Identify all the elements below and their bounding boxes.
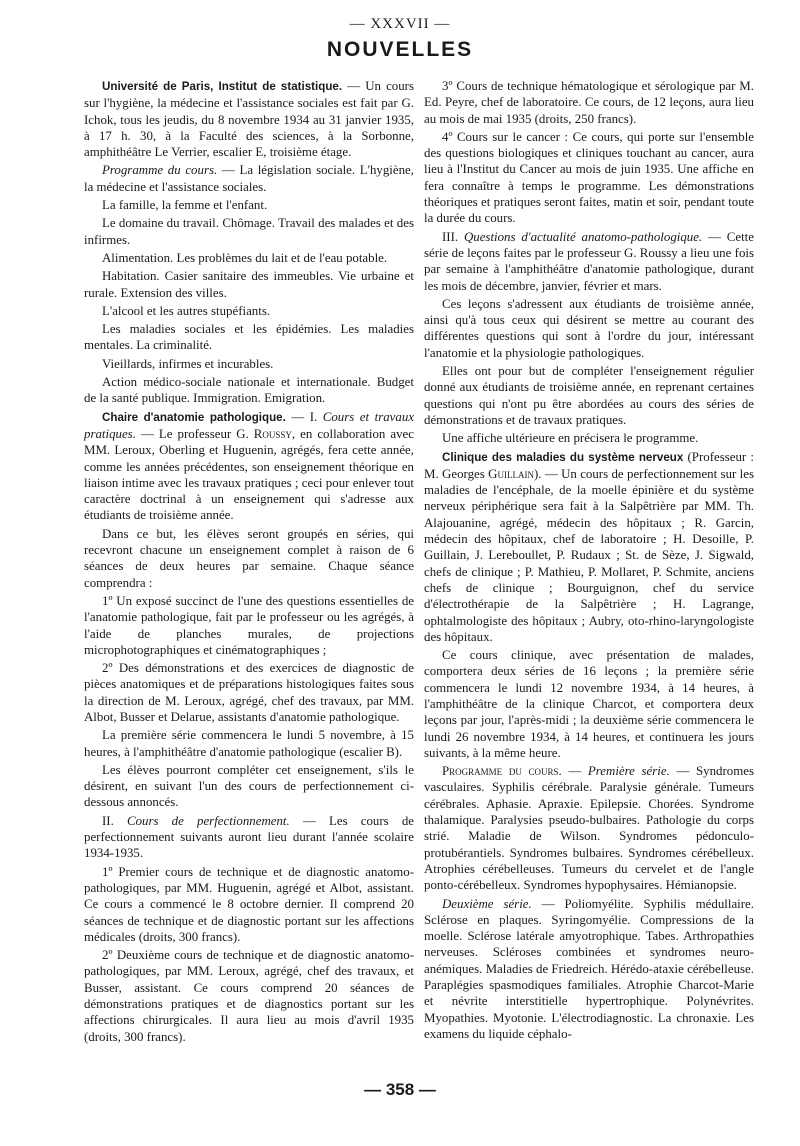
professor-name: Roussy — [253, 426, 292, 441]
page-number: — 358 — — [364, 1080, 436, 1099]
separator: — — [561, 764, 588, 779]
paragraph-text: — Le professeur G. — [135, 426, 254, 441]
italic-label: Cours de perfectionnement. — [126, 813, 290, 828]
section-number: II. — [102, 813, 127, 828]
list-item-cours-4: 4º Cours sur le cancer : Ce cours, qui porte sur l'ensemble des questions biologiques et cliniques touchant au cancer, aura lieu à l'Institut du Cancer au mois de juin 1935. Une affiche en fera connaître à temps le programme. Les démonstrations théoriques et pratiques seront faites, matin et soir, pendant toute la durée du cours. — [424, 129, 754, 226]
section-heading: Université de Paris, Institut de statistique. — [102, 80, 343, 93]
page-title: NOUVELLES — [326, 38, 474, 61]
paragraph-dans-ce-but: Dans ce but, les élèves seront groupés en séries, qui recevront chacune un enseignement complet à raison de 6 séances de deux heures par semaine. Chaque séance comprendra : — [84, 526, 414, 590]
paragraph-text: ). — Un cours de perfectionnement sur les maladies de l'encéphale, de la moelle épinière et du système nerveux périphérique sera fait à la Salpêtrière par MM. Th. Alajouanine, agrégé, médecin des hôpitaux ; R. Garcin, médecin des hôpitaux, chef de laboratoire ; H. Desoille, P. Guillain, J. Lereboullet, P. Rudaux ; St. de Sèze, J. Sigwald, chefs de clinique ; P. Mathieu, P. Mollaret, P. Schmite, anciens chefs de clinique ; Bourguignon, chef du service d'électrothérapie de la Salpêtrière ; H. Lagrange, ophtalmologiste des hôpitaux ; Aubry, oto-rhino-laryngologiste des hôpitaux. — [424, 466, 754, 644]
right-column — [424, 78, 754, 1044]
section-number: III. — [442, 229, 464, 244]
paragraph-text: — Un cours sur l'hygiène, la médecine et l'assistance sociales est fait par G. Ichok, tous les jeudis, du 8 novembre 1934 au 31 janvier 1935, à 17 h. 30, à la Faculté des sciences, à la Sorbonne, amphithéâtre Le Verrier, escalier E, troisième étage. — [84, 79, 414, 160]
paragraph-perfectionnement — [84, 813, 414, 862]
section-heading: Clinique des maladies du système nerveux — [442, 450, 684, 464]
paragraph-text: — La législation sociale. L'hygiène, la médecine et l'assistance sociales. — [84, 163, 415, 194]
section-heading: Chaire d'anatomie pathologique. — [102, 410, 286, 424]
paragraph-programme — [84, 162, 414, 195]
paragraph-lecons: Ces leçons s'adressent aux étudiants de troisième année, ainsi qu'à tous ceux qui désirent se mettre au courant des différentes questions qui sont à l'ordre du jour, intéressant l'anatomie et la physiologie pathologiques. — [424, 296, 754, 360]
small-caps-label: Programme du cours. — [442, 764, 562, 779]
paragraph-premiere-serie: La première série commencera le lundi 5 novembre, à 15 heures, à l'amphithéâtre d'anatomie pathologique (escalier B). — [84, 728, 414, 759]
paragraph-maladies-sociales: Les maladies sociales et les épidémies. Les maladies mentales. La criminalité. — [84, 322, 414, 353]
list-item-cours-1: 1º Premier cours de technique et de diagnostic anatomo-pathologiques, par MM. Huguenin, agrégé et Albot, assistant. Ce cours a commencé le 8 octobre dernier. Il comprend 20 séances de technique et de diagnostic portant sur les affections médicales (droits, 300 francs). — [84, 864, 414, 944]
paragraph-text: — Les cours de perfectionnement suivants auront lieu durant l'année scolaire 1934-1935. — [84, 813, 415, 861]
paragraph-alcool: L'alcool et les autres stupéfiants. — [102, 303, 271, 318]
paragraph-affiche: Une affiche ultérieure en précisera le programme. — [442, 431, 699, 446]
paragraph-action: Action médico-sociale nationale et internationale. Budget de la santé publique. Immigration. Emigration. — [84, 375, 414, 406]
list-item-cours-3: 3º Cours de technique hématologique et sérologique par M. Ed. Peyre, chef de laboratoire. Ce cours, de 12 leçons, aura lieu au mois de mai 1935 (droits, 250 francs). — [424, 79, 754, 126]
paragraph-alimentation: Alimentation. Les problèmes du lait et de l'eau potable. — [102, 250, 388, 265]
italic-label: Programme du cours. — [102, 163, 218, 178]
paragraph-cours-clinique: Ce cours clinique, avec présentation de malades, comportera deux séries de 16 leçons ; la première série commencera le lundi 12 novembre 1934, à 14 heures, à l'amphithéâtre de la clinique Charcot, et comportera deux leçons par jour, l'après-midi ; la deuxième série commencera le lundi 26 novembre 1934, à 14 heures, et continuera les jours suivants, à la même heure. — [424, 648, 754, 760]
paragraph-text: — Cette série de leçons faites par le professeur G. Roussy a lieu une fois par semaine à l'amphithéâtre d'anatomie pathologique, durant les mois de décembre, janvier, février et mars. — [424, 229, 754, 293]
italic-label: Questions d'actualité anatomo-pathologique. — [463, 229, 703, 244]
list-item-1: 1º Un exposé succinct de l'une des questions essentielles de l'anatomie pathologique, fait par le professeur ou les agrégés, à l'aide de planches murales, de projections microphotographiques et cinématographiques ; — [84, 593, 414, 657]
paragraph-programme-premiere — [424, 763, 754, 893]
paragraph-text: — Syndromes vasculaires. Syphilis cérébrale. Paralysie générale. Tumeurs cérébrales. Aphasie. Apraxie. Epilepsie. Chorées. Syndrome thalamique. Paralysies pseudo-bulbaires. Pathologie du corps strié. Maladie de Wilson. Syndromes pédonculo-protubérantiels. Syndromes bulbaires. Syndromes cérébelleux. Atrophies cérébelleuses. Tumeurs du cervelet et de l'angle ponto-cérébelleux. Syndromes hypophysaires. Hémianopsie. — [424, 764, 754, 893]
paragraph-text: , en collaboration avec MM. Leroux, Oberling et Huguenin, agrégés, fera cette année, comme les années précédentes, son enseignement théorique en liaison intime avec les travaux pratiques ; ceci pour enlever tout caractère doctrinal à un enseignement qui s'adresse aux étudiants de troisième année. — [84, 426, 414, 523]
paragraph-text: — Poliomyélite. Syphilis médullaire. Sclérose en plaques. Syringomyélie. Compressions de la moelle. Sclérose latérale amyotrophique. Tabes. Arthropathies nerveuses. Scléroses combinées et syndromes neuro-anémiques. Maladies de Friedreich. Hérédo-ataxie cérébelleuse. Paraplégies spasmodiques familiales. Atrophie Charcot-Marie et névrite interstitielle hypertrophique. Polynévrites. Myopathies. Myotonie. L'électrodiagnostic. La chronaxie. Les examens du liquide céphalo- — [424, 896, 754, 1041]
paragraph-vieillards: Vieillards, infirmes et incurables. — [102, 356, 274, 371]
separator: — I. — [285, 409, 323, 424]
paragraph-text: (Professeur : M. Georges — [424, 449, 754, 481]
list-item-2: 2º Des démonstrations et des exercices de diagnostic de pièces anatomiques et de préparations histologiques faites sous la direction de M. Leroux, agrégé, chef des travaux, par MM. Albot, Busser et Delarue, assistants d'anatomie pathologique. — [84, 661, 414, 724]
paragraph-famille: La famille, la femme et l'enfant. — [102, 198, 268, 213]
paragraph-deuxieme-serie — [424, 896, 754, 1043]
page-roman-numeral: — XXXVII — — [349, 16, 451, 32]
italic-label: Deuxième série. — [442, 896, 532, 911]
paragraph-travail: Le domaine du travail. Chômage. Travail des malades et des infirmes. — [84, 216, 414, 247]
left-column — [84, 78, 414, 1047]
italic-label: Première série. — [587, 764, 670, 779]
list-item-cours-2: 2º Deuxième cours de technique et de diagnostic anatomo-pathologiques, par MM. Leroux, agrégé, chef des travaux, et Busser, assistant. Ce cours comprend 20 séances de démonstrations pratiques et de diagnostics portant sur les affections chirurgicales. Il aura lieu au mois d'avril 1935 (droits, 300 francs). — [84, 948, 414, 1044]
paragraph-chaire — [84, 409, 414, 524]
paragraph-eleves: Les élèves pourront compléter cet enseignement, s'ils le désirent, en suivant l'un des cours de perfectionnement ci-dessous annoncés. — [84, 762, 414, 810]
paragraph-clinique — [424, 449, 754, 646]
paragraph-questions-actualite — [424, 229, 754, 294]
paragraph-institut-statistique — [84, 78, 414, 160]
italic-label: Cours et travaux pratiques. — [84, 409, 414, 441]
professor-name: Guillain — [488, 466, 534, 481]
paragraph-but: Elles ont pour but de compléter l'enseignement régulier donné aux étudiants de troisième année, en reprenant certaines questions qui n'ont pu être abordées au cours des séries de démonstrations et de travaux pratiques. — [424, 364, 754, 427]
paragraph-habitation: Habitation. Casier sanitaire des immeubles. Vie urbaine et rurale. Extension des villes. — [84, 269, 414, 300]
